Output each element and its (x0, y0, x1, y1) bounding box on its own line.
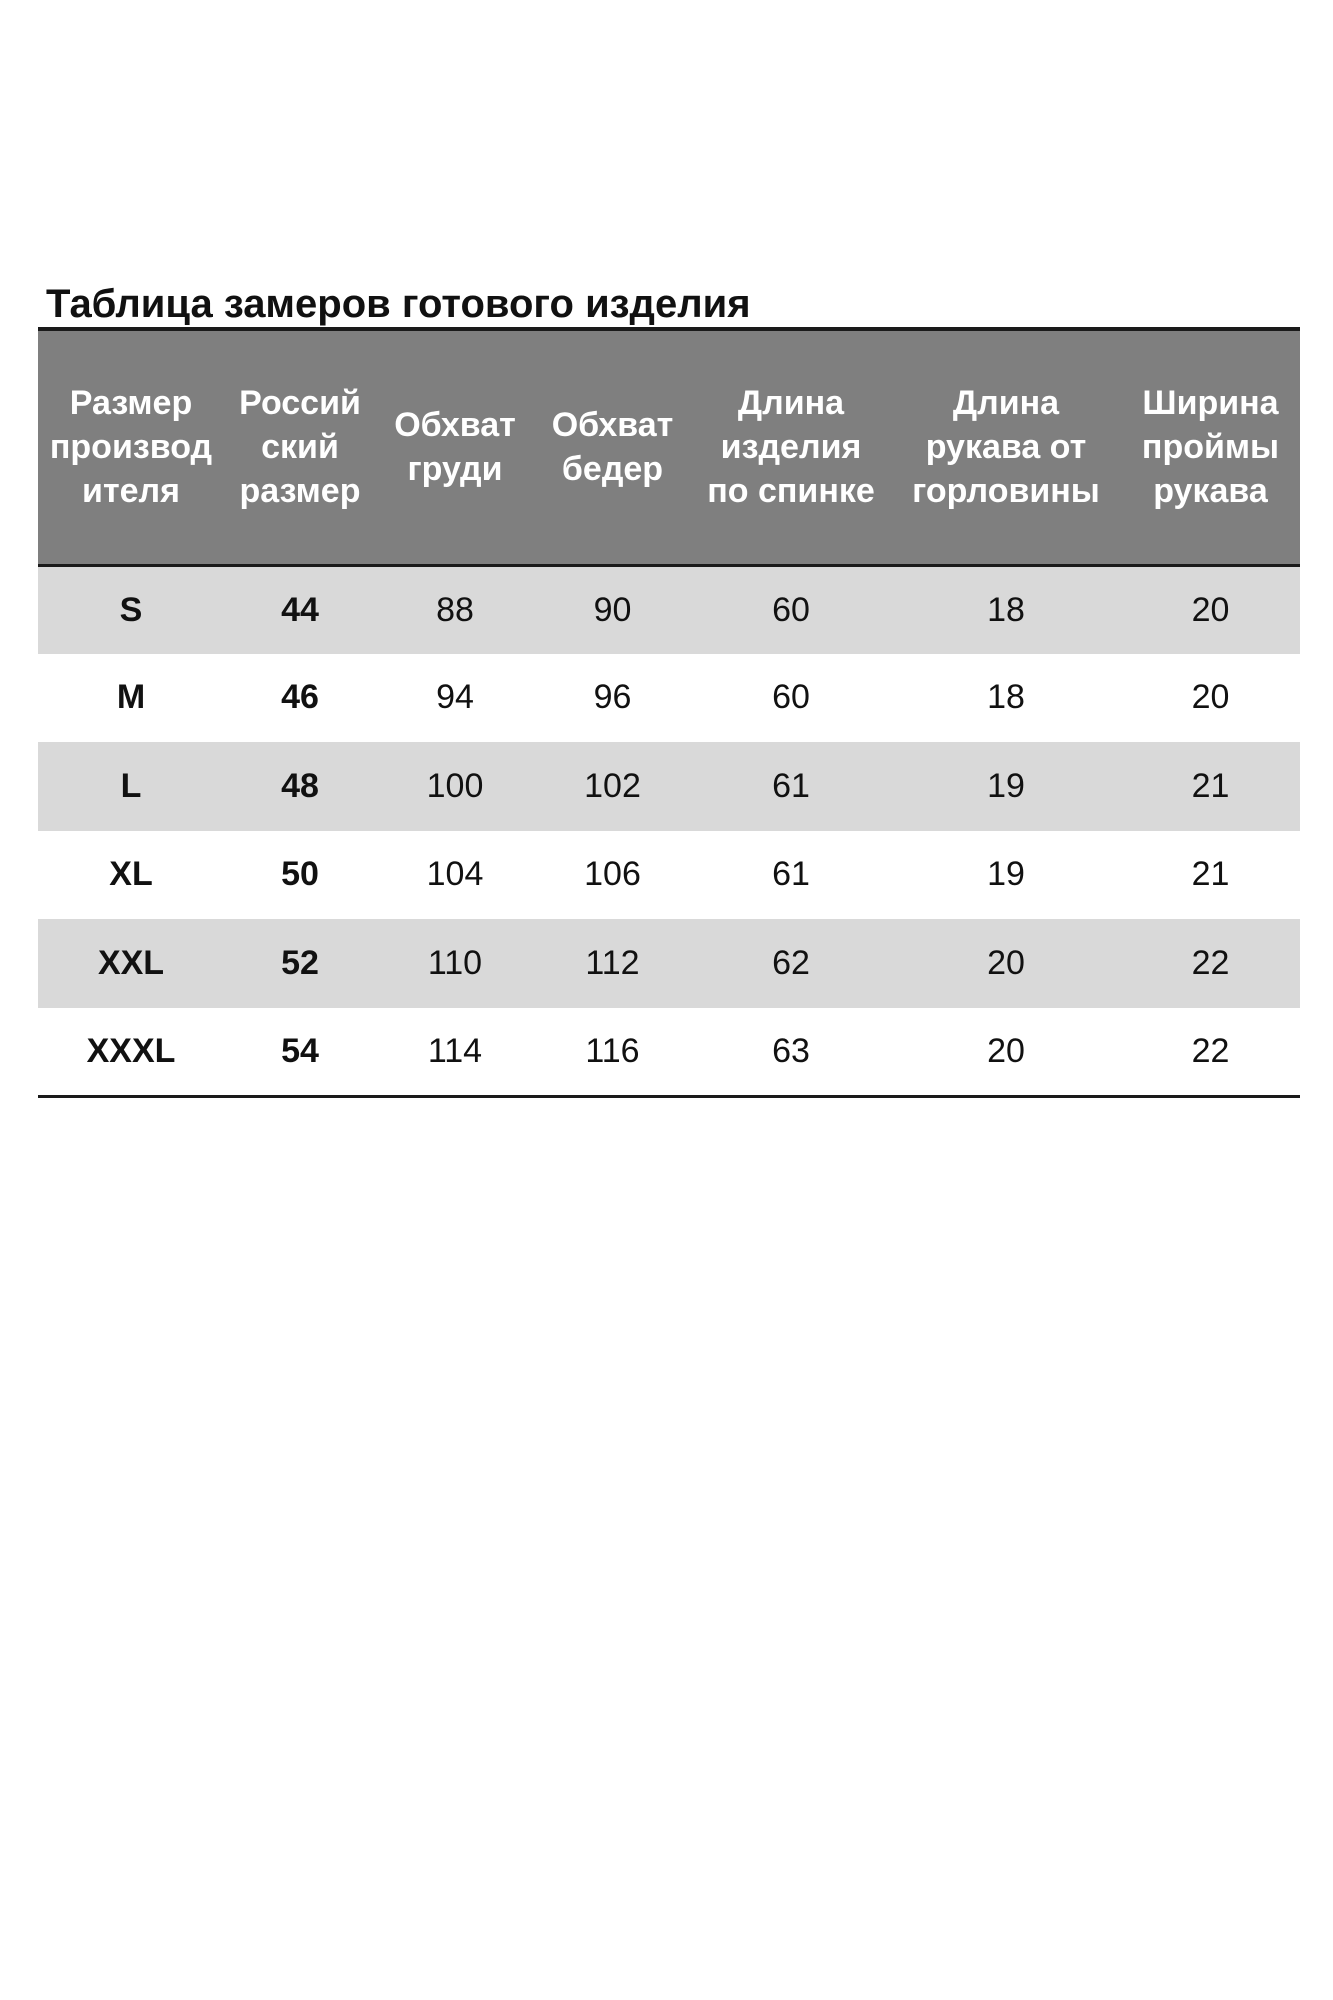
cell-russian-size: 46 (281, 678, 319, 717)
cell-armhole-width: 20 (1121, 565, 1300, 654)
cell-hips: 112 (534, 919, 691, 1008)
cell-manufacturer-size: L (38, 742, 224, 831)
cell-manufacturer-size: M (116, 678, 146, 717)
size-chart-table (38, 327, 1300, 1098)
table-row (38, 742, 1300, 831)
cell-sleeve-length: 18 (987, 678, 1025, 717)
cell-chest: 94 (436, 678, 474, 717)
cell-armhole-width: 22 (1121, 919, 1300, 1008)
cell-back-length: 61 (772, 855, 810, 894)
header-armhole-width: Ширина проймы рукава (1121, 329, 1300, 565)
header-sleeve-length: Длина рукава от горловины (891, 329, 1121, 565)
cell-chest: 110 (376, 919, 534, 1008)
cell-sleeve-length: 20 (891, 1008, 1121, 1097)
cell-back-length: 62 (691, 919, 891, 1008)
cell-chest: 88 (376, 565, 534, 654)
header-back-length: Длина изделия по спинке (691, 329, 891, 565)
cell-sleeve-length: 20 (891, 919, 1121, 1008)
cell-chest: 114 (376, 1008, 534, 1097)
cell-back-length: 60 (691, 565, 891, 654)
cell-manufacturer-size: XXL (38, 919, 224, 1008)
cell-chest: 104 (426, 855, 484, 894)
cell-manufacturer-size: XL (109, 855, 153, 894)
table-title: Таблица замеров готового изделия (46, 282, 751, 326)
cell-hips: 102 (534, 742, 691, 831)
cell-chest: 100 (376, 742, 534, 831)
header-russian-size: Россий ский размер (224, 329, 376, 565)
table-row (38, 565, 1300, 654)
cell-sleeve-length: 18 (891, 565, 1121, 654)
cell-hips: 106 (584, 855, 641, 894)
cell-hips: 96 (593, 678, 632, 717)
cell-armhole-width: 20 (1191, 678, 1230, 717)
cell-russian-size: 54 (224, 1008, 376, 1097)
cell-back-length: 60 (772, 678, 810, 717)
header-manufacturer-size: Размер производ ителя (38, 329, 224, 565)
header-hips: Обхват бедер (534, 329, 691, 565)
cell-sleeve-length: 19 (891, 742, 1121, 831)
table-row (38, 919, 1300, 1008)
cell-russian-size: 44 (224, 565, 376, 654)
cell-armhole-width: 22 (1121, 1008, 1300, 1097)
cell-russian-size: 50 (281, 855, 319, 894)
cell-manufacturer-size: XXXL (38, 1008, 224, 1097)
cell-back-length: 63 (691, 1008, 891, 1097)
cell-sleeve-length: 19 (987, 855, 1025, 894)
cell-manufacturer-size: S (38, 565, 224, 654)
cell-armhole-width: 21 (1121, 742, 1300, 831)
cell-hips: 90 (534, 565, 691, 654)
cell-back-length: 61 (691, 742, 891, 831)
table-row (38, 1008, 1300, 1097)
cell-hips: 116 (534, 1008, 691, 1097)
cell-russian-size: 52 (224, 919, 376, 1008)
cell-armhole-width: 21 (1191, 855, 1230, 894)
header-chest: Обхват груди (376, 329, 534, 565)
table-row (38, 654, 1300, 743)
cell-russian-size: 48 (224, 742, 376, 831)
table-row (38, 831, 1300, 920)
header-row (38, 329, 1300, 565)
